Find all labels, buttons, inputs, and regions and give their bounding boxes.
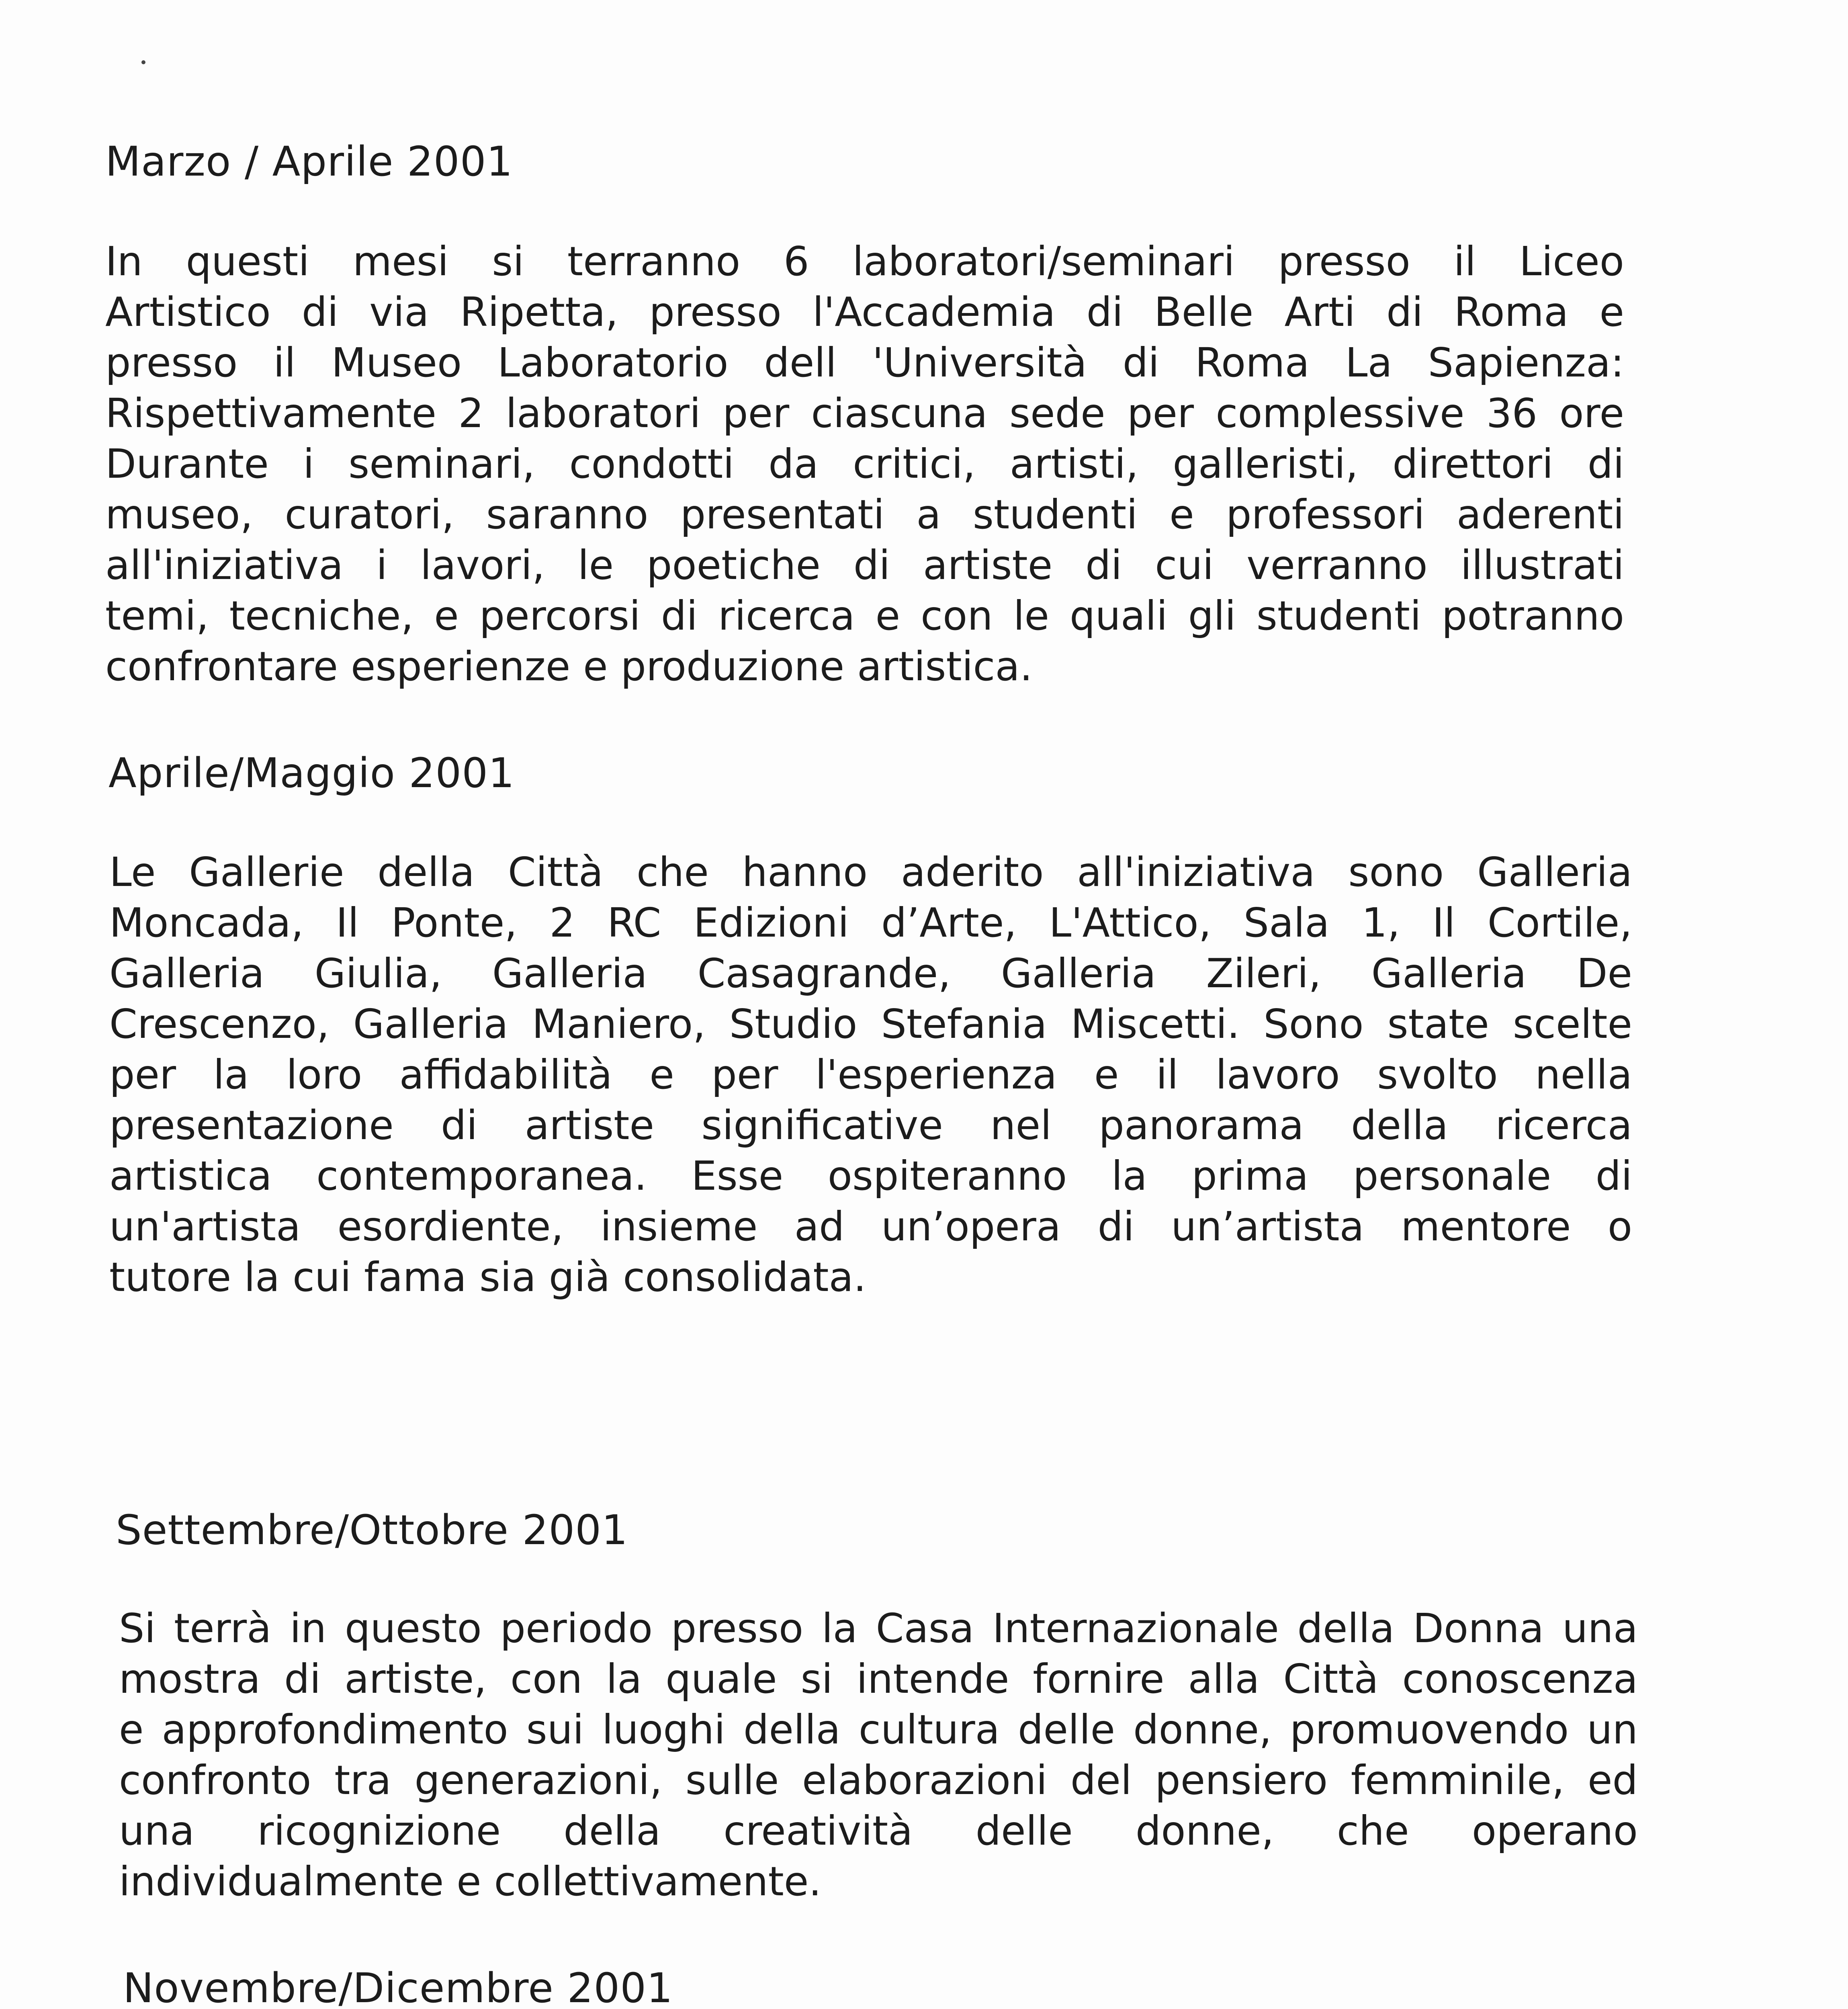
paragraph-line: Artistico di via Ripetta, presso l'Accademia di Belle Arti di Roma e <box>105 288 1624 336</box>
paragraph-line: confronto tra generazioni, sulle elaborazioni del pensiero femminile, ed <box>119 1757 1638 1804</box>
paragraph-line: Le Gallerie della Città che hanno aderito all'iniziativa sono Galleria <box>109 849 1632 896</box>
section-heading-settembre-ottobre: Settembre/Ottobre 2001 <box>116 1506 628 1554</box>
section-heading-marzo-aprile: Marzo / Aprile 2001 <box>105 138 513 186</box>
paragraph-line: Moncada, Il Ponte, 2 RC Edizioni d’Arte, L'Attico, Sala 1, Il Cortile, <box>109 899 1632 946</box>
section-paragraph-marzo-aprile <box>105 236 1624 692</box>
section-heading-aprile-maggio: Aprile/Maggio 2001 <box>108 749 515 797</box>
scan-speck <box>141 60 145 64</box>
paragraph-line: individualmente e collettivamente. <box>119 1858 822 1905</box>
paragraph-line: Si terrà in questo periodo presso la Casa Internazionale della Donna una <box>119 1605 1638 1652</box>
paragraph-line: Crescenzo, Galleria Maniero, Studio Stefania Miscetti. Sono state scelte <box>109 1000 1632 1047</box>
paragraph-line: un'artista esordiente, insieme ad un’opera di un’artista mentore o <box>109 1203 1632 1250</box>
paragraph-line: artistica contemporanea. Esse ospiteranno la prima personale di <box>109 1152 1632 1199</box>
section-heading-novembre-dicembre: Novembre/Dicembre 2001 <box>123 1964 673 2009</box>
paragraph-line: e approfondimento sui luoghi della cultura delle donne, promuovendo un <box>119 1706 1638 1753</box>
paragraph-line: presso il Museo Laboratorio dell 'Università di Roma La Sapienza: <box>105 339 1624 386</box>
section-paragraph-settembre-ottobre <box>119 1603 1638 1907</box>
paragraph-line: tutore la cui fama sia già consolidata. <box>109 1254 866 1301</box>
paragraph-line: Durante i seminari, condotti da critici, artisti, galleristi, direttori di <box>105 440 1624 487</box>
paragraph-line: all'iniziativa i lavori, le poetiche di artiste di cui verranno illustrati <box>105 542 1624 589</box>
paragraph-line: mostra di artiste, con la quale si intende fornire alla Città conoscenza <box>119 1655 1638 1702</box>
paragraph-line: una ricognizione della creatività delle donne, che operano <box>119 1807 1638 1854</box>
section-paragraph-aprile-maggio <box>109 847 1632 1303</box>
paragraph-line: In questi mesi si terranno 6 laboratori/seminari presso il Liceo <box>105 238 1624 285</box>
paragraph-line: temi, tecniche, e percorsi di ricerca e con le quali gli studenti potranno <box>105 592 1624 639</box>
paragraph-line: museo, curatori, saranno presentati a studenti e professori aderenti <box>105 491 1624 538</box>
paragraph-line: Rispettivamente 2 laboratori per ciascuna sede per complessive 36 ore <box>105 390 1624 437</box>
paragraph-line: Galleria Giulia, Galleria Casagrande, Galleria Zileri, Galleria De <box>109 950 1632 997</box>
paragraph-line: per la loro affidabilità e per l'esperienza e il lavoro svolto nella <box>109 1051 1632 1098</box>
paragraph-line: presentazione di artiste significative nel panorama della ricerca <box>109 1102 1632 1149</box>
paragraph-line: confrontare esperienze e produzione artistica. <box>105 643 1033 690</box>
